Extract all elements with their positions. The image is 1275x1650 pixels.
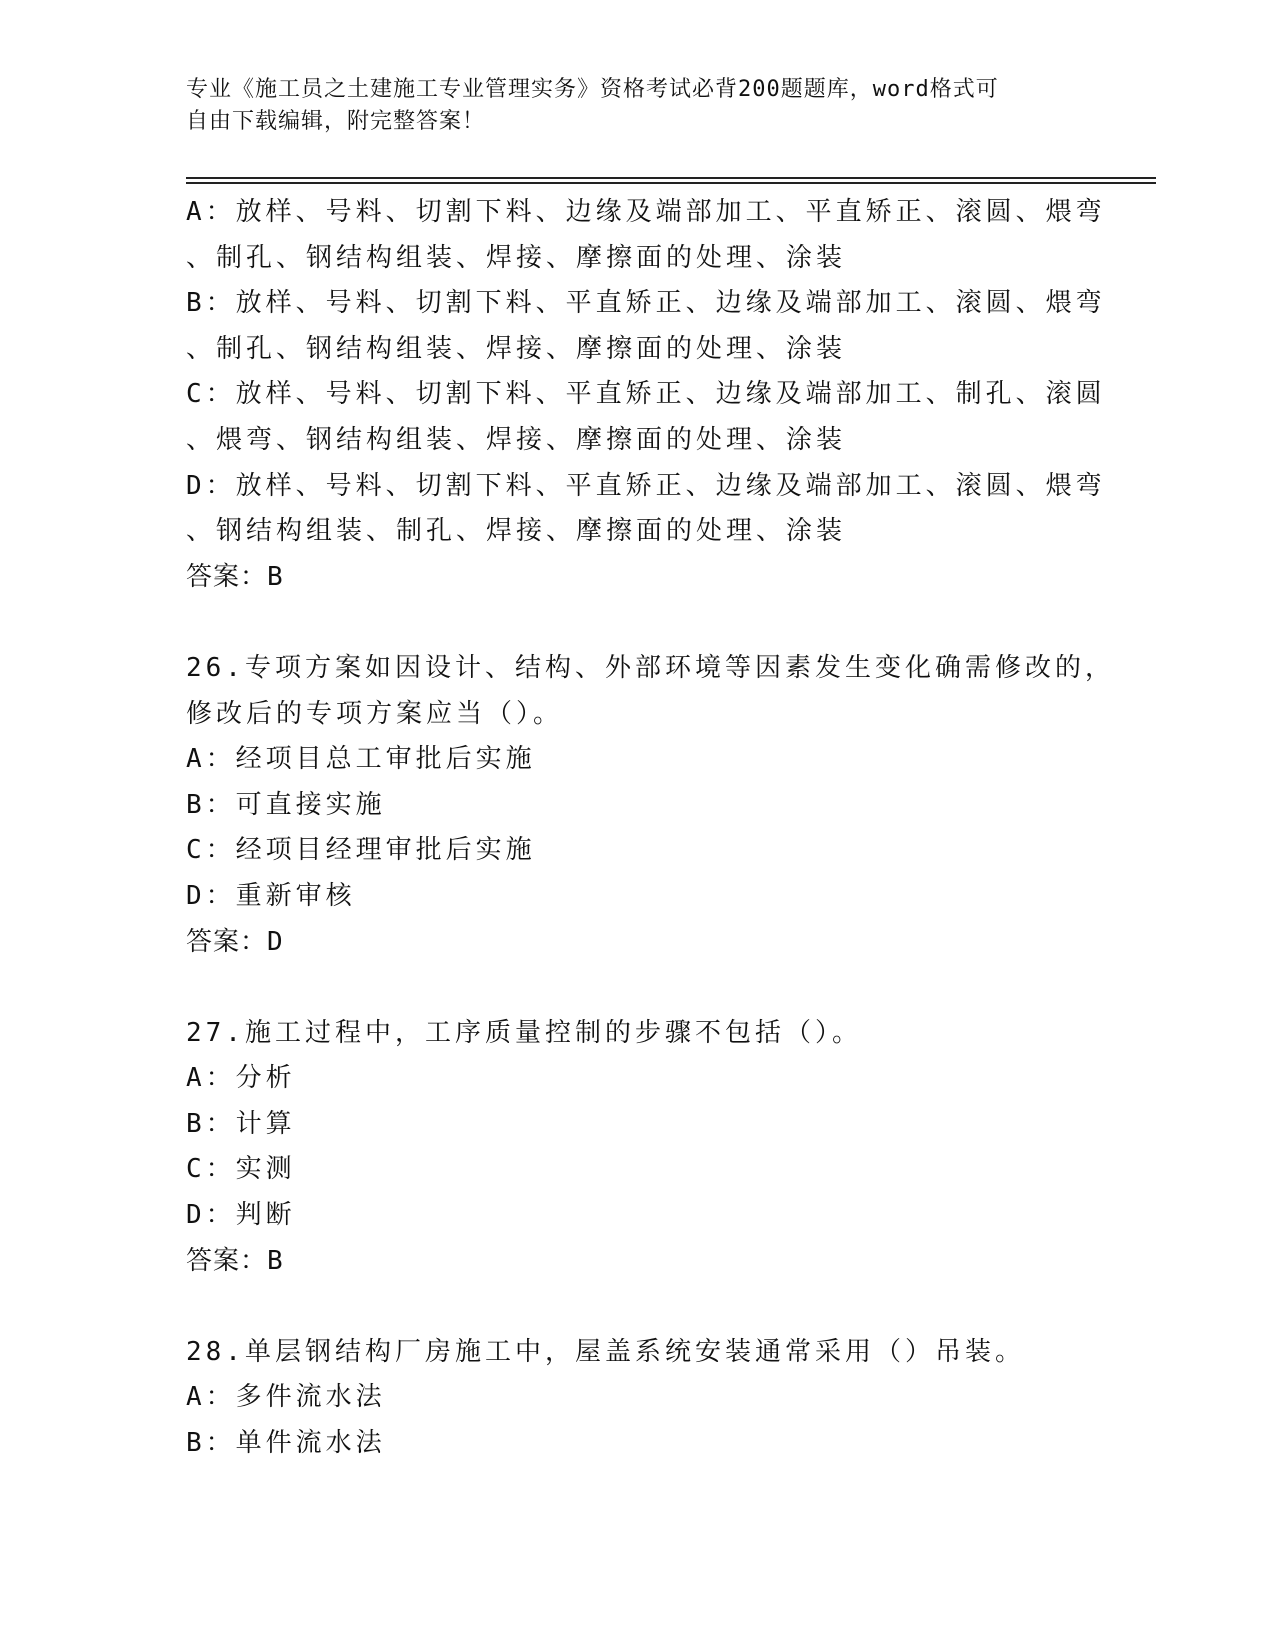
q26-option-a: A：经项目总工审批后实施: [186, 744, 536, 775]
question-27-block: [186, 1011, 1086, 1285]
q26-option-d: D：重新审核: [186, 880, 356, 911]
header-rule-top: [186, 177, 1156, 179]
q25-option-b-line-2: 、制孔、钢结构组装、焊接、摩擦面的处理、涂装: [186, 333, 847, 364]
q27-option-d: D：判断: [186, 1200, 296, 1231]
q27-answer: 答案：B: [186, 1245, 284, 1276]
header-title-line-1: 专业《施工员之土建施工专业管理实务》资格考试必背200题题库，word格式可: [186, 77, 999, 102]
question-26-block: [186, 646, 1115, 965]
spacer: [186, 965, 1086, 1011]
q27-stem: 27.施工过程中，工序质量控制的步骤不包括（）。: [186, 1017, 862, 1048]
q27-option-b: B：计算: [186, 1108, 296, 1139]
question-28-block: [186, 1330, 1086, 1467]
q26-answer: 答案：D: [186, 926, 284, 957]
spacer: [186, 600, 1086, 646]
q27-option-a: A：分析: [186, 1063, 296, 1094]
q26-stem-line-2: 修改后的专项方案应当（）。: [186, 698, 564, 729]
q25-option-b-line-1: B：放样、号料、切割下料、平直矫正、边缘及端部加工、滚圆、煨弯: [186, 288, 1106, 319]
document-header: [186, 74, 1086, 138]
spacer: [186, 1284, 1086, 1330]
q25-option-d-line-1: D：放样、号料、切割下料、平直矫正、边缘及端部加工、滚圆、煨弯: [186, 470, 1106, 501]
q28-option-b: B：单件流水法: [186, 1428, 386, 1459]
q26-option-b: B：可直接实施: [186, 789, 386, 820]
q27-option-c: C：实测: [186, 1154, 296, 1185]
q25-option-c-line-1: C：放样、号料、切割下料、平直矫正、边缘及端部加工、制孔、滚圆: [186, 379, 1106, 410]
q28-option-a: A：多件流水法: [186, 1382, 386, 1413]
q25-option-d-line-2: 、钢结构组装、制孔、焊接、摩擦面的处理、涂装: [186, 516, 847, 547]
question-content: [186, 190, 1115, 1467]
q26-option-c: C：经项目经理审批后实施: [186, 835, 536, 866]
q25-answer: 答案：B: [186, 561, 284, 592]
header-rule-bottom: [186, 182, 1156, 184]
q28-stem: 28.单层钢结构厂房施工中，屋盖系统安装通常采用（）吊装。: [186, 1336, 1025, 1367]
q26-stem-line-1: 26.专项方案如因设计、结构、外部环境等因素发生变化确需修改的，: [186, 652, 1115, 683]
q25-option-a-line-2: 、制孔、钢结构组装、焊接、摩擦面的处理、涂装: [186, 242, 847, 273]
header-title-line-2: 自由下载编辑，附完整答案！: [186, 109, 486, 134]
q25-option-a-line-1: A：放样、号料、切割下料、边缘及端部加工、平直矫正、滚圆、煨弯: [186, 197, 1106, 227]
q25-option-c-line-2: 、煨弯、钢结构组装、焊接、摩擦面的处理、涂装: [186, 424, 847, 455]
question-25-block: [186, 190, 1106, 600]
